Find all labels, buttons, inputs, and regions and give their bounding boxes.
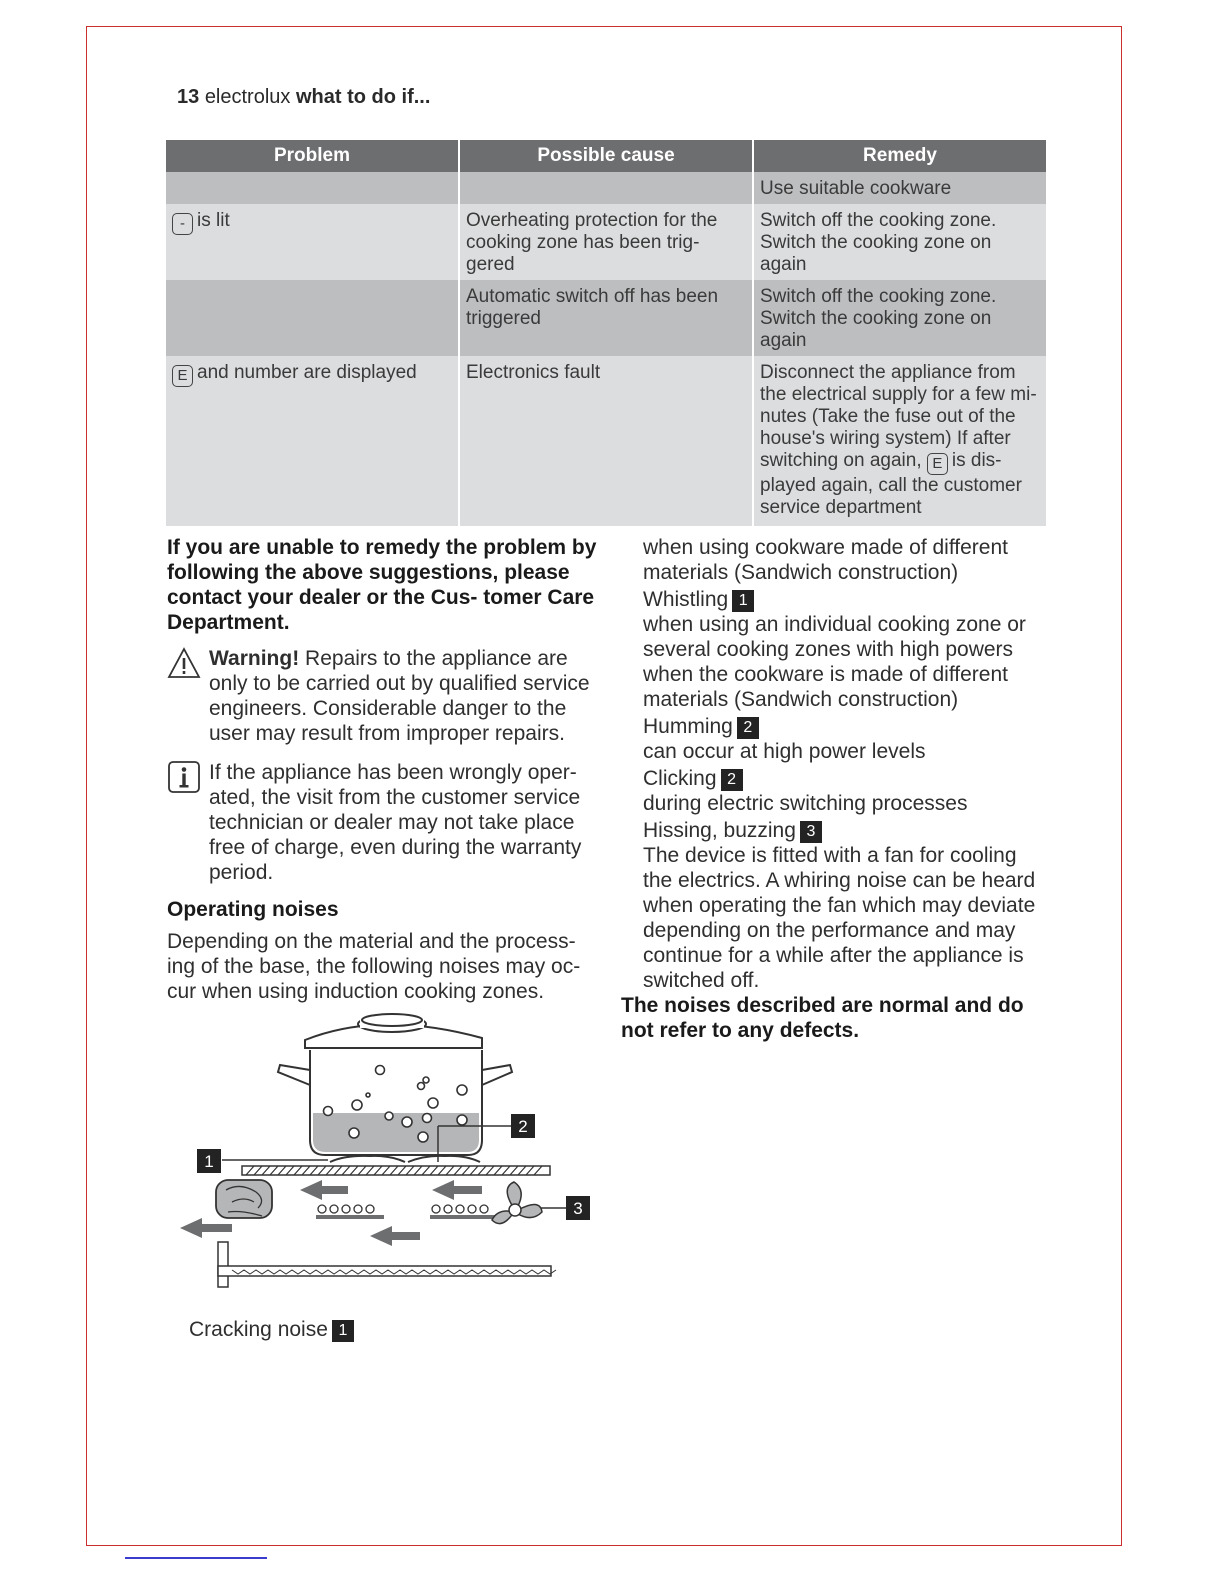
problem-cell [166, 280, 459, 356]
cause-cell: Overheating protection for the cooking zone has been trig- gered [459, 204, 753, 280]
whistling-badge: 1 [732, 590, 754, 612]
problem-text: and number are displayed [197, 362, 417, 383]
error-e-symbol-icon: E [927, 453, 948, 475]
clicking-label: Clicking [643, 767, 717, 790]
whistling-label: Whistling [643, 588, 729, 611]
problem-cell [166, 356, 459, 526]
hissing-label: Hissing, buzzing [643, 819, 796, 842]
operating-noises-heading: Operating noises [167, 898, 339, 921]
table-row [166, 204, 1046, 280]
page-number: 13 [177, 86, 200, 108]
noise-sources-diagram [170, 1010, 600, 1300]
cracking-noise-line [189, 1317, 619, 1342]
humming-label: Humming [643, 715, 733, 738]
info-icon [167, 760, 201, 794]
cause-cell [459, 172, 753, 204]
clicking-badge: 2 [721, 769, 743, 791]
pot-water [313, 1113, 479, 1152]
hissing-badge: 3 [800, 821, 822, 843]
conclusion-text: The noises described are normal and do not refer to any defects. [621, 994, 1024, 1042]
noises-intro: Depending on the material and the process- ing of the base, the following noises may oc- cur when using induction cooking zones. [167, 930, 581, 1003]
remedy-cell: Switch off the cooking zone. Switch the cooking zone on again [753, 280, 1046, 356]
section-title: what to do if... [295, 86, 431, 108]
column-header-remedy: Remedy [753, 140, 1046, 172]
humming-line [621, 714, 1051, 739]
column-header-problem: Problem [166, 140, 459, 172]
cooling-fan [492, 1182, 542, 1224]
problem-text: is lit [197, 210, 230, 231]
cracking-badge: 1 [332, 1320, 354, 1342]
footer-link-underline [125, 1557, 267, 1559]
pot-handle-left [278, 1065, 310, 1085]
whistling-line [621, 587, 1051, 612]
contact-paragraph: If you are unable to remedy the problem by following the above suggestions, please contact your dealer or the Cus- tomer Care Department. [167, 536, 597, 634]
whistling-desc: when using an individual cooking zone or several cooking zones with high powers when the cookware is made of different materials (Sandwich construction) [643, 613, 1026, 711]
diagram-label-2-text: 2 [518, 1117, 528, 1136]
base-plate [218, 1266, 551, 1276]
warning-label: Warning! [209, 647, 300, 670]
remedy-cell: Use suitable cookware [753, 172, 1046, 204]
diagram-label-3-text: 3 [573, 1199, 583, 1218]
table-row [166, 280, 1046, 356]
warning-note [167, 646, 597, 746]
troubleshooting-table [166, 140, 1046, 526]
hissing-line [621, 818, 1051, 843]
cause-cell: Electronics fault [459, 356, 753, 526]
column-header-cause: Possible cause [459, 140, 753, 172]
minus-symbol-icon: - [172, 213, 193, 235]
table-row [166, 356, 1046, 526]
remedy-text-b: is dis- played again, call the customer service department [760, 450, 1022, 518]
problem-cell [166, 172, 459, 204]
pot-handle-right [482, 1065, 512, 1085]
page-header [177, 86, 430, 109]
warning-text [209, 646, 599, 746]
table-header-row [166, 140, 1046, 172]
error-e-symbol-icon: E [172, 365, 193, 387]
problem-cell [166, 204, 459, 280]
cause-cell: Automatic switch off has been triggered [459, 280, 753, 356]
remedy-text-a: Disconnect the appliance from the electrical supply for a few mi- nutes (Take the fuse out of the house's wiring system) If after switching on again, [760, 362, 1037, 471]
warning-triangle-icon [167, 646, 201, 680]
info-text: If the appliance has been wrongly oper- ated, the visit from the customer service technician or dealer may not take place free of charge, even during the warranty period. [209, 761, 582, 884]
humming-desc: can occur at high power levels [643, 740, 926, 763]
info-note [167, 760, 597, 890]
humming-badge: 2 [737, 717, 759, 739]
cracking-noise-label: Cracking noise [189, 1318, 328, 1341]
clicking-line [621, 766, 1051, 791]
clicking-desc: during electric switching processes [643, 792, 968, 815]
induction-coils [318, 1205, 488, 1213]
lid-knob [362, 1014, 422, 1026]
diagram-label-1-text: 1 [204, 1152, 214, 1171]
table-row [166, 172, 1046, 204]
remedy-cell: Switch off the cooking zone. Switch the cooking zone on again [753, 204, 1046, 280]
cracking-desc: when using cookware made of different materials (Sandwich construction) [643, 536, 1008, 584]
noise-descriptions [621, 535, 1051, 1043]
remedy-cell [753, 356, 1046, 526]
warning-body: Repairs to the appliance are only to be carried out by qualified service engineers. Considerable danger to the user may result from improper repairs. [209, 647, 590, 745]
hissing-desc: The device is fitted with a fan for cooling the electrics. A whiring noise can be heard when operating the fan which may deviate depending on the performance and may continue for a while after the appliance is switched off. [643, 844, 1036, 992]
brand-name: electrolux [204, 86, 291, 108]
